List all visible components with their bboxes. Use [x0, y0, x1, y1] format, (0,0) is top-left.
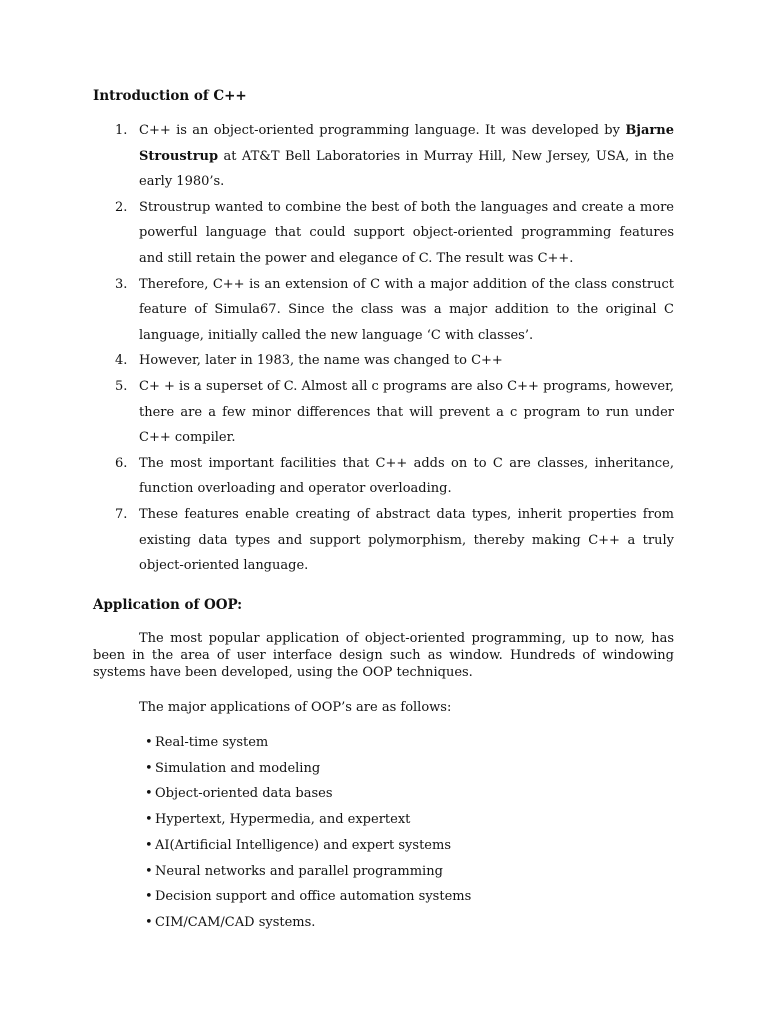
bullet-icon: •: [145, 863, 153, 879]
paragraph-intro: The most popular application of object-oriented programming, up to now, has been in the area of user interface design such as window. Hundreds of windowing systems have been developed, using the OOP techniques.: [93, 631, 674, 680]
list-item: [93, 451, 674, 502]
numbered-list: [93, 118, 674, 579]
list-item: [93, 272, 674, 349]
list-item-number: 2.: [115, 199, 128, 215]
bullet-item: [145, 910, 471, 936]
list-item-number: 7.: [115, 506, 128, 522]
bullet-item: [145, 884, 471, 910]
list-item-number: 4.: [115, 353, 128, 369]
bullet-item: [145, 756, 471, 782]
bullet-icon: •: [145, 760, 153, 776]
bullet-icon: •: [145, 914, 153, 930]
bullet-item: [145, 781, 471, 807]
bullet-text: Hypertext, Hypermedia, and expertext: [155, 812, 411, 828]
bullet-icon: •: [145, 735, 153, 750]
list-item: [93, 348, 674, 374]
author-name: Bjarne Stroustrup: [139, 123, 674, 164]
list-item: [93, 374, 674, 451]
bullet-text: Neural networks and parallel programming: [155, 863, 443, 879]
list-item-text: Therefore, C++ is an extension of C with a major addition of the class construct feature of Simula67. Since the class was a major addition to the original C language, initially called the new language ‘C with classes’.: [139, 276, 674, 343]
bullet-text: AI(Artificial Intelligence) and expert systems: [155, 837, 451, 853]
bullet-list: [145, 730, 471, 936]
bullet-text: Simulation and modeling: [155, 760, 321, 776]
paragraph-lead: The major applications of OOP’s are as follows:: [139, 700, 452, 715]
bullet-icon: •: [145, 889, 153, 905]
list-item-text: The most important facilities that C++ adds on to C are classes, inheritance, function overloading and operator overloading.: [139, 455, 674, 497]
bullet-text: Real-time system: [155, 735, 269, 750]
list-item-number: 6.: [115, 455, 128, 471]
list-item-text: C+ + is a superset of C. Almost all c programs are also C++ programs, however, there are a few minor differences that will prevent a c program to run under C++ compiler.: [139, 378, 674, 446]
section-heading-introduction: Introduction of C++: [93, 88, 247, 104]
bullet-icon: •: [145, 837, 153, 853]
bullet-text: CIM/CAM/CAD systems.: [155, 914, 316, 930]
list-item-text: at AT&T Bell Laboratories in Murray Hill, New Jersey, USA, in the early 1980’s.: [139, 148, 674, 190]
section-heading-application: Application of OOP:: [93, 597, 243, 613]
bullet-item: [145, 859, 471, 885]
list-item: [93, 502, 674, 579]
bullet-icon: •: [145, 786, 153, 802]
bullet-item: [145, 730, 471, 756]
bullet-item: [145, 833, 471, 859]
list-item: [93, 195, 674, 272]
list-item-number: 5.: [115, 378, 128, 394]
list-item-text: These features enable creating of abstract data types, inherit properties from existing data types and support polymorphism, thereby making C++ a truly object-oriented language.: [139, 506, 674, 574]
list-item-text: Stroustrup wanted to combine the best of both the languages and create a more powerful language that could support object-oriented programming features and still retain the power and elegance of C. The result was C++.: [139, 199, 674, 266]
bullet-text: Object-oriented data bases: [155, 786, 333, 802]
list-item-number: 1.: [115, 123, 128, 138]
list-item-text: However, later in 1983, the name was changed to C++: [139, 353, 503, 369]
bullet-icon: •: [145, 812, 153, 828]
list-item-number: 3.: [115, 276, 128, 292]
bullet-text: Decision support and office automation systems: [155, 889, 472, 905]
list-item: [93, 118, 674, 195]
list-item-text: C++ is an object-oriented programming language. It was developed by: [139, 123, 626, 138]
bullet-item: [145, 807, 471, 833]
